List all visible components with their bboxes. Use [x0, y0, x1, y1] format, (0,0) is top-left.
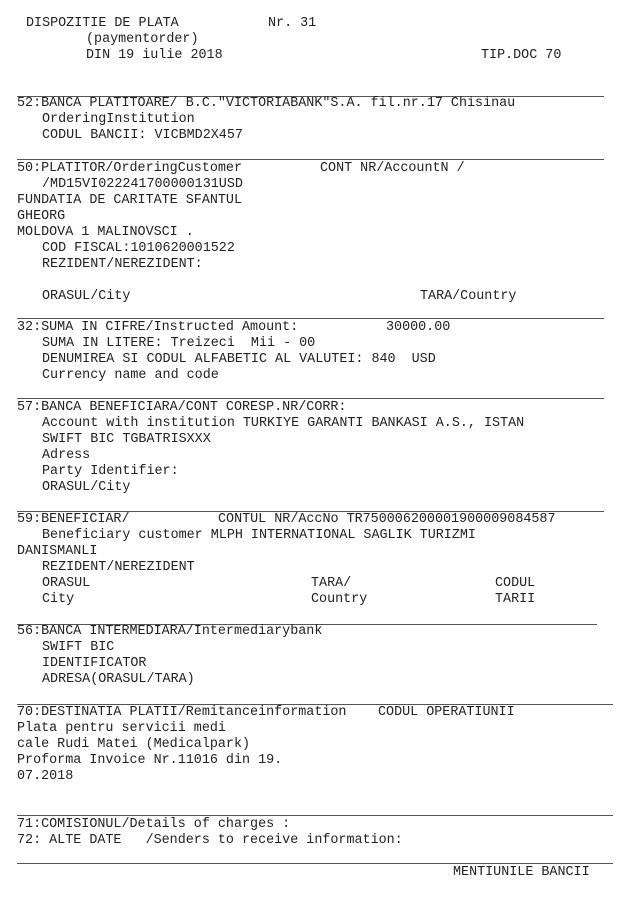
divider — [17, 815, 613, 816]
beneficiary-bank-label: 57:BANCA BENEFICIARA/CONT CORESP.NR/CORR: — [17, 400, 347, 415]
remittance-line-2: cale Rudi Matei (Medicalpark) — [17, 737, 251, 752]
amount-value: 30000.00 — [386, 320, 451, 335]
divider — [17, 398, 604, 399]
intermediary-bank-label: 56:BANCA INTERMEDIARA/Intermediarybank — [17, 624, 323, 639]
remittance-line-4: 07.2018 — [17, 769, 74, 784]
divider — [17, 863, 613, 864]
currency-code: DENUMIREA SI CODUL ALFABETIC AL VALUTEI: 840 USD — [42, 352, 436, 367]
beneficiary-bank-city: ORASUL/City — [42, 480, 131, 495]
beneficiary-customer: Beneficiary customer MLPH INTERNATIONAL SAGLIK TURIZMI — [42, 528, 476, 543]
intermediary-swift: SWIFT BIC — [42, 640, 115, 655]
currency-label: Currency name and code — [42, 368, 219, 383]
payer-resident: REZIDENT/NEREZIDENT: — [42, 257, 203, 272]
beneficiary-country-label-en: Country — [311, 592, 368, 607]
document-number: Nr. 31 — [268, 16, 317, 31]
payer-name-continued: GHEORG — [17, 209, 66, 224]
document-title: DISPOZITIE DE PLATA — [26, 16, 179, 31]
remittance-label: 70:DESTINATIA PLATII/Remitanceinformation — [17, 705, 347, 720]
beneficiary-city-label: ORASUL — [42, 576, 91, 591]
payer-label: 50:PLATITOR/OrderingCustomer — [17, 161, 242, 176]
divider — [17, 318, 604, 319]
document-date: DIN 19 iulie 2018 — [86, 48, 223, 63]
intermediary-identifier: IDENTIFICATOR — [42, 656, 147, 671]
payer-address: MOLDOVA 1 MALINOVSCI . — [17, 225, 194, 240]
beneficiary-city-label-en: City — [42, 592, 75, 607]
divider — [17, 159, 604, 160]
ordering-bank: 52:BANCA PLATITOARE/ B.C."VICTORIABANK"S.A. fil.nr.17 Chisinau — [17, 96, 516, 111]
operation-code-label: CODUL OPERATIUNII — [378, 705, 515, 720]
charges-details: 71:COMISIONUL/Details of charges : — [17, 817, 291, 832]
document-type: TIP.DOC 70 — [481, 48, 562, 63]
payer-country: TARA/Country — [420, 289, 517, 304]
amount-in-words: SUMA IN LITERE: Treizeci Mii - 00 — [42, 336, 316, 351]
payer-city: ORASUL/City — [42, 289, 131, 304]
remittance-line-1: Plata pentru servicii medi — [17, 721, 226, 736]
remittance-line-3: Proforma Invoice Nr.11016 din 19. — [17, 753, 283, 768]
intermediary-address: ADRESA(ORASUL/TARA) — [42, 672, 195, 687]
beneficiary-bank-address: Adress — [42, 448, 91, 463]
bank-code: CODUL BANCII: VICBMD2X457 — [42, 128, 243, 143]
amount-label: 32:SUMA IN CIFRE/Instructed Amount: — [17, 320, 299, 335]
document-subtitle: (paymentorder) — [86, 32, 199, 47]
beneficiary-account: CONTUL NR/AccNo TR750006200001900009084587 — [218, 512, 556, 527]
payer-name: FUNDATIA DE CARITATE SFANTUL — [17, 193, 242, 208]
beneficiary-label: 59:BENEFICIAR/ — [17, 512, 130, 527]
ordering-institution-label: OrderingInstitution — [42, 112, 195, 127]
party-identifier: Party Identifier: — [42, 464, 179, 479]
beneficiary-resident: REZIDENT/NEREZIDENT — [42, 560, 195, 575]
beneficiary-customer-continued: DANISMANLI — [17, 544, 98, 559]
beneficiary-code-label: CODUL — [495, 576, 536, 591]
other-data: 72: ALTE DATE /Senders to receive information: — [17, 833, 403, 848]
payer-account-label: CONT NR/AccountN / — [320, 161, 465, 176]
bank-mentions: MENTIUNILE BANCII — [453, 865, 590, 880]
beneficiary-bank-swift: SWIFT BIC TGBATRISXXX — [42, 432, 211, 447]
beneficiary-country-label: TARA/ — [311, 576, 352, 591]
payer-fiscal-code: COD FISCAL:1010620001522 — [42, 241, 235, 256]
beneficiary-bank-name: Account with institution TURKIYE GARANTI BANKASI A.S., ISTAN — [42, 416, 525, 431]
payer-account: /MD15VI022241700000131USD — [42, 177, 243, 192]
beneficiary-code-label-en: TARII — [495, 592, 536, 607]
